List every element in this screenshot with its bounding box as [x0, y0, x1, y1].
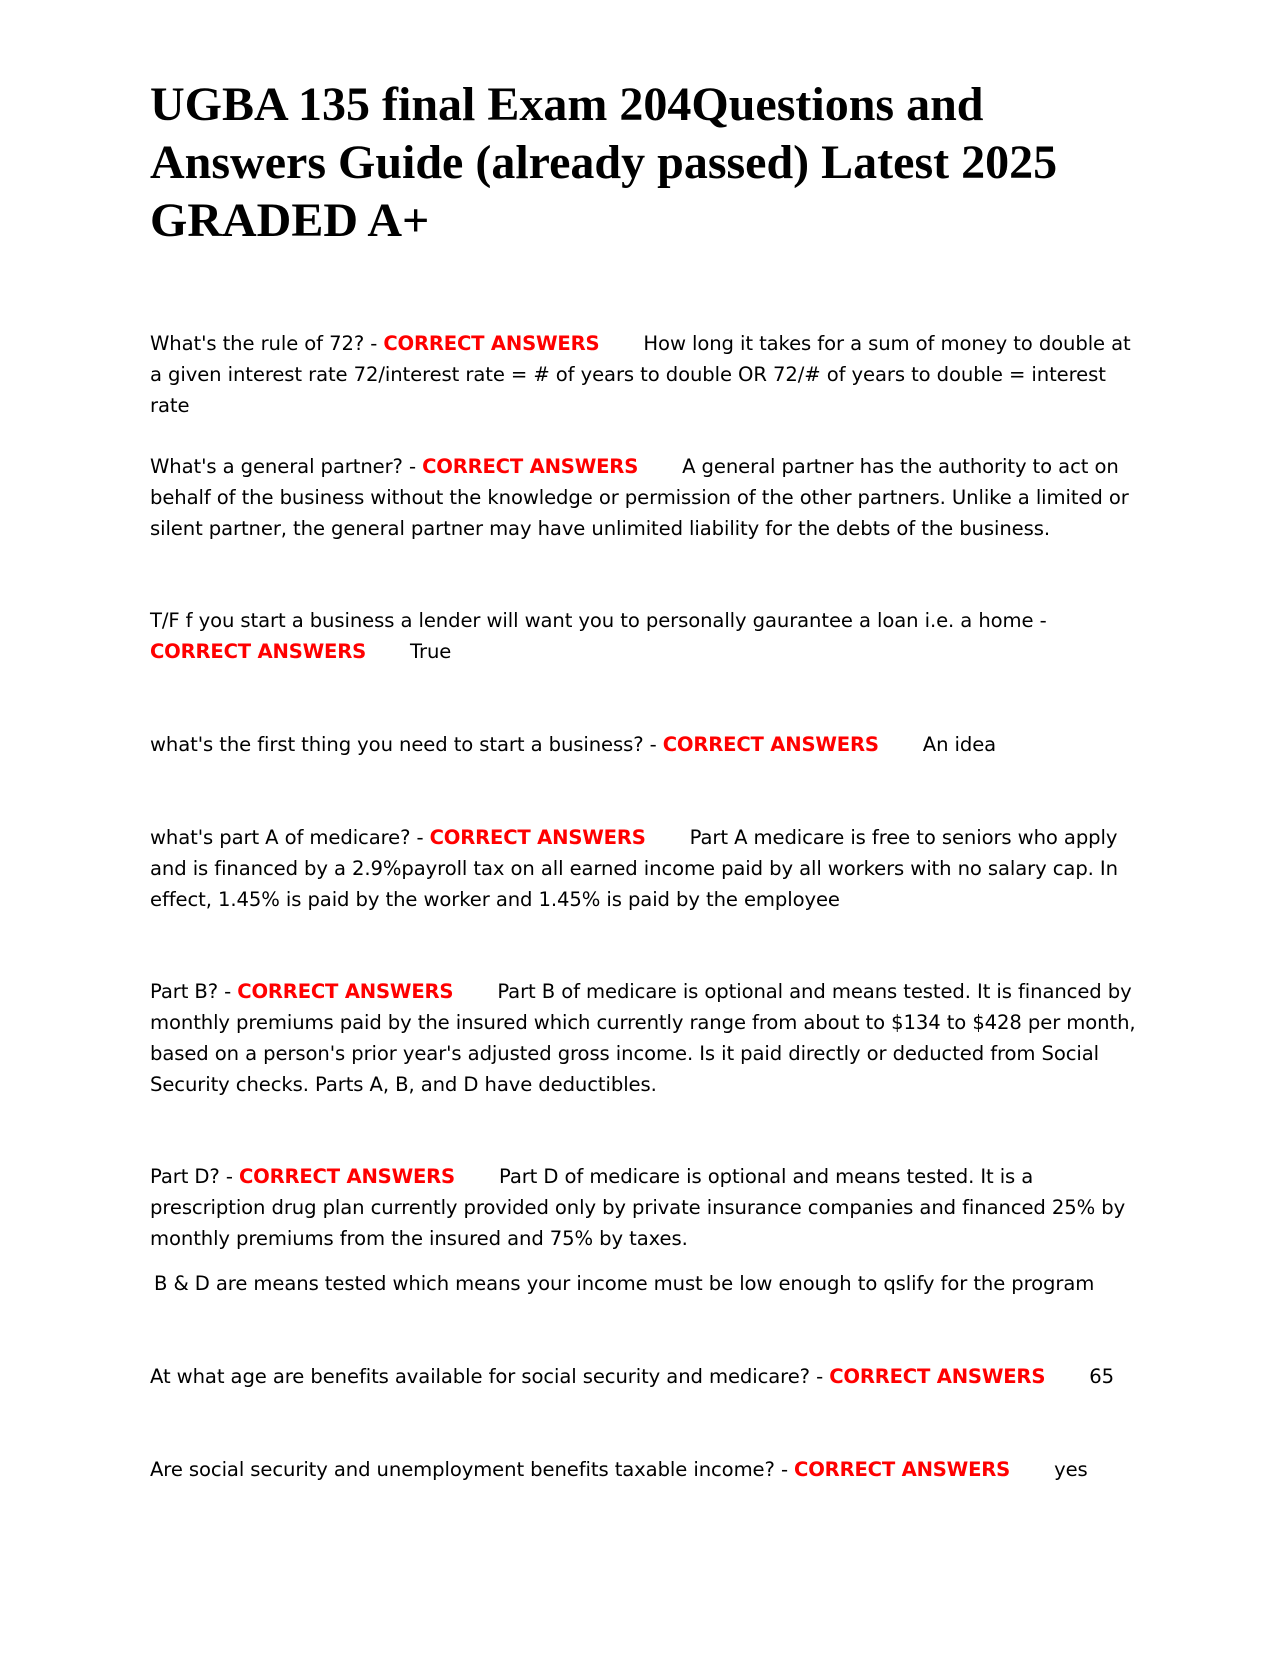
qa-item-general-partner	[150, 451, 1136, 544]
correct-answers-label: CORRECT ANSWERS	[662, 733, 879, 756]
qa-item-taxable-benefits	[150, 1454, 1136, 1485]
answer-text: An idea	[922, 733, 997, 756]
question-text: what's the first thing you need to start a business? -	[150, 733, 663, 756]
answer-text: Part B of medicare is optional and means tested. It is financed by monthly premiums paid by the insured which currently range from about to $134 to $428 per month, based on a person's prior year's adjusted gross income. Is it paid directly or deducted from Social Security checks. Parts A, B, and D have deductibles.	[150, 980, 1136, 1096]
qa-item-personal-guarantee	[150, 605, 1136, 667]
answer-text: A general partner has the authority to act on behalf of the business without the knowledge or permission of the other partners. Unlike a limited or silent partner, the general partner may have unlimited liability for the debts of the business.	[150, 455, 1129, 540]
qa-item-benefits-age	[150, 1361, 1136, 1392]
question-text: At what age are benefits available for social security and medicare? -	[150, 1365, 830, 1388]
question-text: Part D? -	[150, 1165, 239, 1188]
qa-item-rule-of-72	[150, 328, 1136, 421]
answer-text: True	[410, 640, 452, 663]
question-text: Are social security and unemployment benefits taxable income? -	[150, 1458, 795, 1481]
document-title: UGBA 135 final Exam 204Questions and Answers Guide (already passed) Latest 2025 GRADED A+	[150, 78, 1058, 247]
qa-item-medicare-part-d	[150, 1161, 1136, 1254]
answer-text: 65	[1089, 1365, 1114, 1388]
correct-answers-label: CORRECT ANSWERS	[150, 640, 367, 663]
question-text: What's the rule of 72? -	[150, 332, 384, 355]
answer-text: Part A medicare is free to seniors who apply and is financed by a 2.9%payroll tax on all earned income paid by all workers with no salary cap. In effect, 1.45% is paid by the worker and 1.45% is paid by the employee	[150, 826, 1118, 911]
correct-answers-label: CORRECT ANSWERS	[829, 1365, 1046, 1388]
question-text: what's part A of medicare? -	[150, 826, 430, 849]
qa-item-medicare-part-a	[150, 822, 1136, 915]
answer-text: How long it takes for a sum of money to double at a given interest rate 72/interest rate = # of years to double OR 72/# of years to double = interest rate	[150, 332, 1131, 417]
correct-answers-label: CORRECT ANSWERS	[383, 332, 600, 355]
means-tested-note: B & D are means tested which means your income must be low enough to qslify for the program	[154, 1272, 1095, 1295]
correct-answers-label: CORRECT ANSWERS	[422, 455, 639, 478]
question-text: T/F f you start a business a lender will want you to personally gaurantee a loan i.e. a home -	[150, 609, 1047, 632]
correct-answers-label: CORRECT ANSWERS	[794, 1458, 1011, 1481]
question-text: Part B? -	[150, 980, 238, 1003]
qa-item-first-thing	[150, 729, 1136, 760]
correct-answers-label: CORRECT ANSWERS	[429, 826, 646, 849]
answer-text: Part D of medicare is optional and means tested. It is a prescription drug plan currently provided only by private insurance companies and financed 25% by monthly premiums from the insured and 75% by taxes.	[150, 1165, 1126, 1250]
question-text: What's a general partner? -	[150, 455, 423, 478]
correct-answers-label: CORRECT ANSWERS	[237, 980, 454, 1003]
answer-text: yes	[1054, 1458, 1088, 1481]
correct-answers-label: CORRECT ANSWERS	[238, 1165, 455, 1188]
qa-item-medicare-part-b	[150, 976, 1136, 1100]
